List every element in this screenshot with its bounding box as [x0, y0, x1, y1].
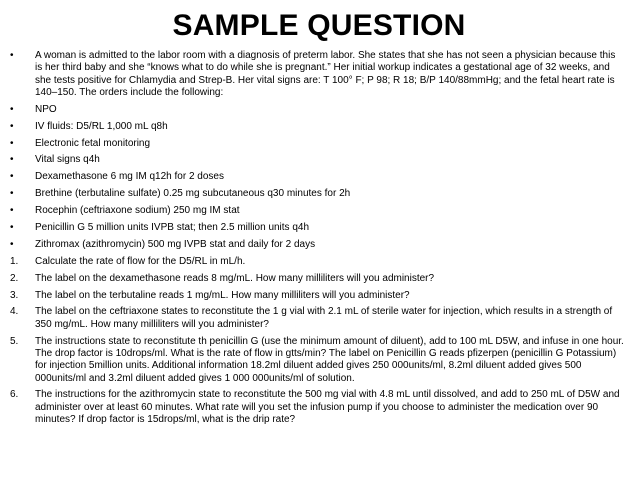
list-item	[8, 188, 630, 200]
question-number: 2.	[10, 272, 19, 284]
order-text: NPO	[35, 103, 57, 115]
order-text: IV fluids: D5/RL 1,000 mL q8h	[35, 120, 168, 132]
question-text: The instructions state to reconstitute th penicillin G (use the minimum amount of diluent), add to 100 mL D5W, and infuse in one hour. The drop factor is 10drops/ml. What is the rate of flow in gtts/min? The label on Penicillin G reads pfizerpen (penicillin G Potassium) for injection 5million units. Additional information 18.2ml diluent added gives 250 000units/ml, 8.2ml diluent added gives 500 000units/ml and 3.2ml diluent added gives 1 000 000units/ml of solution.	[35, 335, 624, 384]
question-item	[8, 336, 630, 385]
list-item	[8, 50, 630, 99]
question-text: Calculate the rate of flow for the D5/RL in mL/h.	[35, 255, 246, 267]
question-number: 4.	[10, 306, 19, 318]
question-item	[8, 389, 630, 426]
order-text: Penicillin G 5 million units IVPB stat; then 2.5 million units q4h	[35, 222, 310, 234]
list-item	[8, 239, 630, 251]
question-number: 5.	[10, 335, 19, 347]
slide-title: SAMPLE QUESTION	[172, 9, 466, 42]
order-text: Zithromax (azithromycin) 500 mg IVPB stat and daily for 2 days	[35, 238, 316, 250]
content-list	[8, 50, 630, 426]
bullet-icon: •	[10, 137, 14, 149]
scenario-text: A woman is admitted to the labor room with a diagnosis of preterm labor. She states that she has not seen a physician because this is her third baby and she “knows what to do while she is pregnant.” Her initial workup indicates a gestational age of 32 weeks, and she tests positive for Chlamydia and Strep-B. Her vital signs are: T 100° F; P 98; R 18; B/P 140/88mmHg; and the fetal heart rate is 140–150. The orders include the following:	[35, 50, 616, 98]
order-text: Electronic fetal monitoring	[35, 137, 151, 149]
bullet-icon: •	[10, 222, 14, 234]
order-text: Dexamethasone 6 mg IM q12h for 2 doses	[35, 171, 224, 183]
question-item	[8, 273, 630, 285]
list-item	[8, 171, 630, 183]
question-number: 6.	[10, 389, 19, 401]
question-text: The label on the ceftriaxone states to reconstitute the 1 g vial with 2.1 mL of sterile water for injection, which results in a strength of 350 mg/mL. How many milliliters will you administer?	[35, 306, 613, 330]
question-text: The label on the dexamethasone reads 8 mg/mL. How many milliliters will you administer?	[35, 272, 435, 284]
question-item	[8, 306, 630, 331]
order-text: Brethine (terbutaline sulfate) 0.25 mg subcutaneous q30 minutes for 2h	[35, 188, 351, 200]
bullet-icon: •	[10, 103, 14, 115]
bullet-icon: •	[10, 238, 14, 250]
bullet-icon: •	[10, 154, 14, 166]
list-item	[8, 121, 630, 133]
bullet-icon: •	[10, 171, 14, 183]
list-item	[8, 154, 630, 166]
order-text: Vital signs q4h	[35, 154, 100, 166]
order-text: Rocephin (ceftriaxone sodium) 250 mg IM stat	[35, 205, 240, 217]
question-text: The instructions for the azithromycin state to reconstitute the 500 mg vial with 4.8 mL until dissolved, and add to 250 mL of D5W and administer over at least 60 minutes. What rate will you set the infusion pump if you choose to administer the medication over 90 minutes? If drop factor is 15drops/ml, what is the drip rate?	[35, 389, 620, 426]
list-item	[8, 222, 630, 234]
question-number: 3.	[10, 289, 19, 301]
bullet-icon: •	[10, 205, 14, 217]
bullet-icon: •	[10, 188, 14, 200]
question-text: The label on the terbutaline reads 1 mg/mL. How many milliliters will you administer?	[35, 289, 410, 301]
question-item	[8, 290, 630, 302]
bullet-icon: •	[10, 50, 14, 61]
list-item	[8, 205, 630, 217]
question-item	[8, 256, 630, 268]
list-item	[8, 104, 630, 116]
list-item	[8, 138, 630, 150]
bullet-icon: •	[10, 120, 14, 132]
question-number: 1.	[10, 255, 19, 267]
